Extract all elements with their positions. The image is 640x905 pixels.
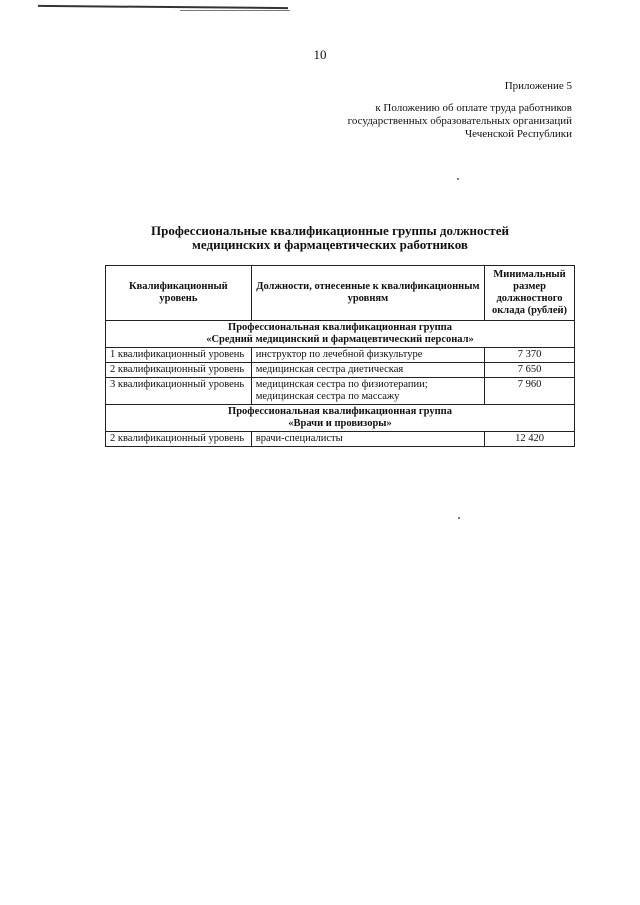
table-row [106, 348, 575, 363]
group-row [106, 405, 575, 432]
group-title-line: Профессиональная квалификационная группа [228, 406, 452, 417]
salary-cell: 7 650 [485, 363, 575, 378]
scan-speck [457, 178, 459, 180]
level-cell: 3 квалификационный уровень [106, 378, 252, 405]
scan-speck [458, 517, 460, 519]
header-posts: Должности, отнесенные к квалификационным уровням [251, 266, 484, 321]
posts-cell [251, 348, 484, 363]
table-row [106, 363, 575, 378]
posts-cell [251, 363, 484, 378]
document-title-line: Профессиональные квалификационные группы должностей [151, 223, 509, 238]
appendix-reference-line: к Положению об оплате труда работников [375, 102, 572, 114]
table-row [106, 432, 575, 447]
scan-artifact-line [38, 5, 288, 9]
appendix-reference-line: Чеченской Республики [464, 128, 572, 140]
page-number: 10 [313, 47, 327, 62]
salary-cell: 7 370 [485, 348, 575, 363]
post-name: инструктор по лечебной физкультуре [255, 349, 423, 360]
post-name: медицинская сестра по физиотерапии; [255, 379, 428, 390]
group-title-line: «Врачи и провизоры» [288, 418, 392, 429]
scan-artifact-line-thin [180, 10, 290, 11]
group-title-line: «Средний медицинский и фармацевтический персонал» [206, 334, 474, 345]
group-row [106, 321, 575, 348]
posts-cell [251, 432, 484, 447]
post-name: медицинская сестра диетическая [255, 364, 404, 375]
table-header-row [106, 266, 575, 321]
post-name: врачи-специалисты [255, 433, 343, 444]
appendix-title: Приложение 5 [504, 80, 572, 92]
header-level: Квалификационный уровень [106, 266, 252, 321]
table-row [106, 378, 575, 405]
group-title-line: Профессиональная квалификационная группа [228, 322, 452, 333]
posts-cell [251, 378, 484, 405]
level-cell: 2 квалификационный уровень [106, 432, 252, 447]
document-title [100, 224, 560, 252]
post-name: медицинская сестра по массажу [255, 391, 400, 402]
level-cell: 2 квалификационный уровень [106, 363, 252, 378]
group-title [106, 321, 575, 348]
salary-table [105, 265, 575, 447]
salary-cell: 7 960 [485, 378, 575, 405]
document-title-line: медицинских и фармацевтических работников [192, 237, 468, 252]
header-salary: Минимальный размер должностного оклада (рублей) [485, 266, 575, 321]
salary-cell: 12 420 [485, 432, 575, 447]
level-cell: 1 квалификационный уровень [106, 348, 252, 363]
group-title [106, 405, 575, 432]
appendix-reference [272, 80, 572, 141]
appendix-reference-line: государственных образовательных организаций [347, 115, 572, 127]
